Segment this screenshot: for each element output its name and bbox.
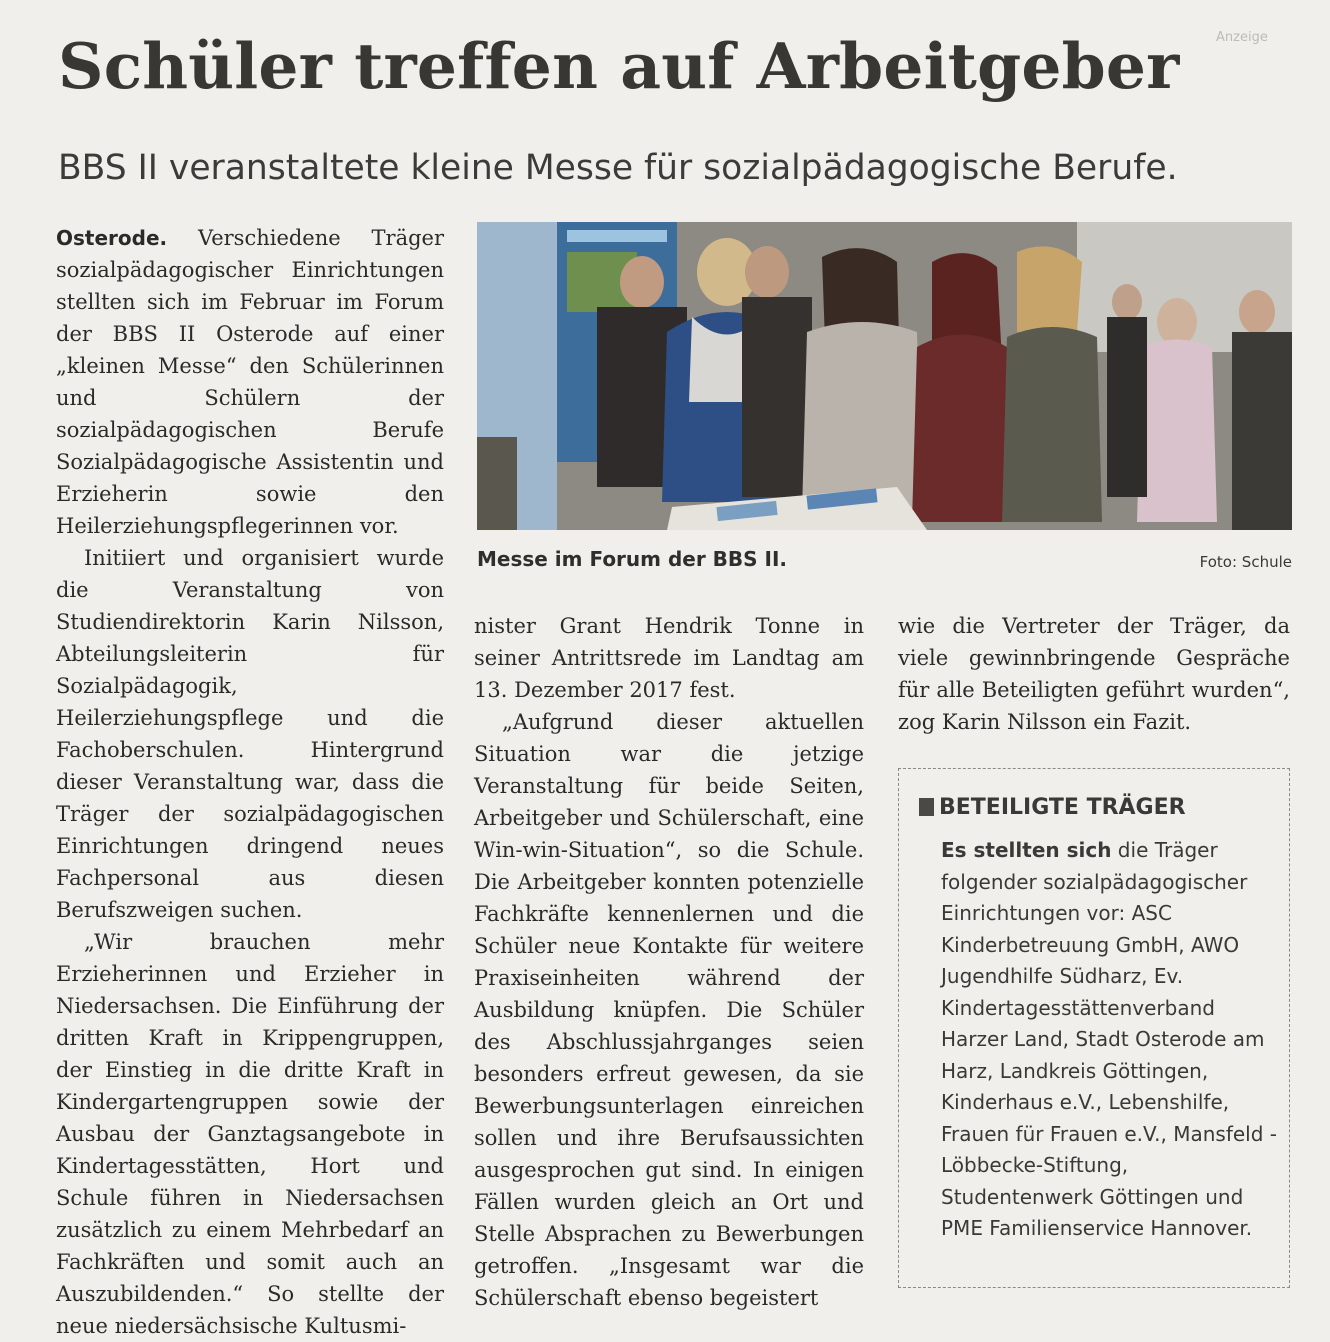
info-box-text: die Träger folgender sozialpädagogischer Einrichtungen vor: ASC Kinderbetreuung GmbH, AWO Jugendhilfe Südharz, Ev. Kindertagesstättenverband Harzer Land, Stadt Osterode am Harz, Landkreis Göttingen, Kinderhaus e.V., Lebenshilfe, Frauen für Frauen e.V., Mansfeld - Löbbecke-Stiftung, Studentenwerk Göttingen und PME Familienservice Hannover. [941, 838, 1277, 1240]
headline: Schüler treffen auf Arbeitgeber [58, 29, 1180, 103]
square-bullet-icon [919, 798, 934, 816]
article-photo [477, 222, 1292, 530]
subtitle: BBS II veranstaltete kleine Messe für sozialpädagogische Berufe. [58, 148, 1178, 188]
info-box [898, 768, 1290, 1288]
article-column-3 [898, 610, 1290, 738]
ad-marker: Anzeige [1216, 30, 1268, 45]
dateline: Osterode. [56, 226, 168, 250]
info-box-title [919, 793, 1279, 823]
info-box-lead: Es stellten sich [941, 838, 1112, 862]
paragraph-text: Verschiedene Träger sozialpädagogischer Einrichtungen stellten sich im Februar im Forum der BBS II Osterode auf einer „kleinen Messe“ den Schülerinnen und Schülern der sozialpädagogischen Berufe Sozialpädagogische Assistentin und Erzieherin sowie den Heilerziehungspflegerinnen vor. [56, 226, 444, 538]
photo-credit: Foto: Schule [1199, 553, 1292, 571]
info-box-title-text: BETEILIGTE TRÄGER [939, 795, 1186, 820]
article-column-2 [474, 610, 864, 1314]
article-column-1 [56, 222, 444, 1342]
article-paragraph: nister Grant Hendrik Tonne in seiner Antrittsrede im Landtag am 13. Dezember 2017 fest. [474, 614, 864, 702]
photo-crowd-illustration [477, 222, 1292, 530]
info-box-paragraph [941, 835, 1281, 1245]
article-paragraph: „Wir brauchen mehr Erzieherinnen und Erzieher in Niedersachsen. Die Einführung der dritten Kraft in Krippengruppen, der Einstieg in die dritte Kraft in Kindergartengruppen sowie der Ausbau der Ganztagsangebote in Kindertagesstätten, Hort und Schule führen in Niedersachsen zusätzlich zu einem Mehrbedarf an Fachkräften und somit auch an Auszubildenden.“ So stellte der neue niedersächsische Kultusmi- [56, 930, 444, 1338]
info-box-body [941, 835, 1281, 1245]
photo-caption: Messe im Forum der BBS II. [477, 547, 787, 571]
article-paragraph [56, 222, 444, 542]
article-paragraph: wie die Vertreter der Träger, da viele gewinnbringende Gespräche für alle Beteiligten geführt wurden“, zog Karin Nilsson ein Fazit. [898, 614, 1290, 734]
article-paragraph: Initiiert und organisiert wurde die Veranstaltung von Studiendirektorin Karin Nilsson, Abteilungsleiterin für Sozialpädagogik, Heilerziehungspflege und die Fachoberschulen. Hintergrund dieser Veranstaltung war, dass die Träger der sozialpädagogischen Einrichtungen dringend neues Fachpersonal aus diesen Berufszweigen suchen. [56, 546, 444, 922]
article-paragraph: „Aufgrund dieser aktuellen Situation war die jetzige Veranstaltung für beide Seiten, Arbeitgeber und Schülerschaft, eine Win-win-Situation“, so die Schule. Die Arbeitgeber konnten potenzielle Fachkräfte kennenlernen und die Schüler neue Kontakte für weitere Praxiseinheiten während der Ausbildung knüpfen. Die Schüler des Abschlussjahrganges seien besonders erfreut gewesen, da sie Bewerbungsunterlagen einreichen sollen und ihre Berufsaussichten ausgesprochen gut sind. In einigen Fällen wurden gleich an Ort und Stelle Absprachen zu Bewerbungen getroffen. „Insgesamt war die Schülerschaft ebenso begeistert [474, 710, 864, 1310]
